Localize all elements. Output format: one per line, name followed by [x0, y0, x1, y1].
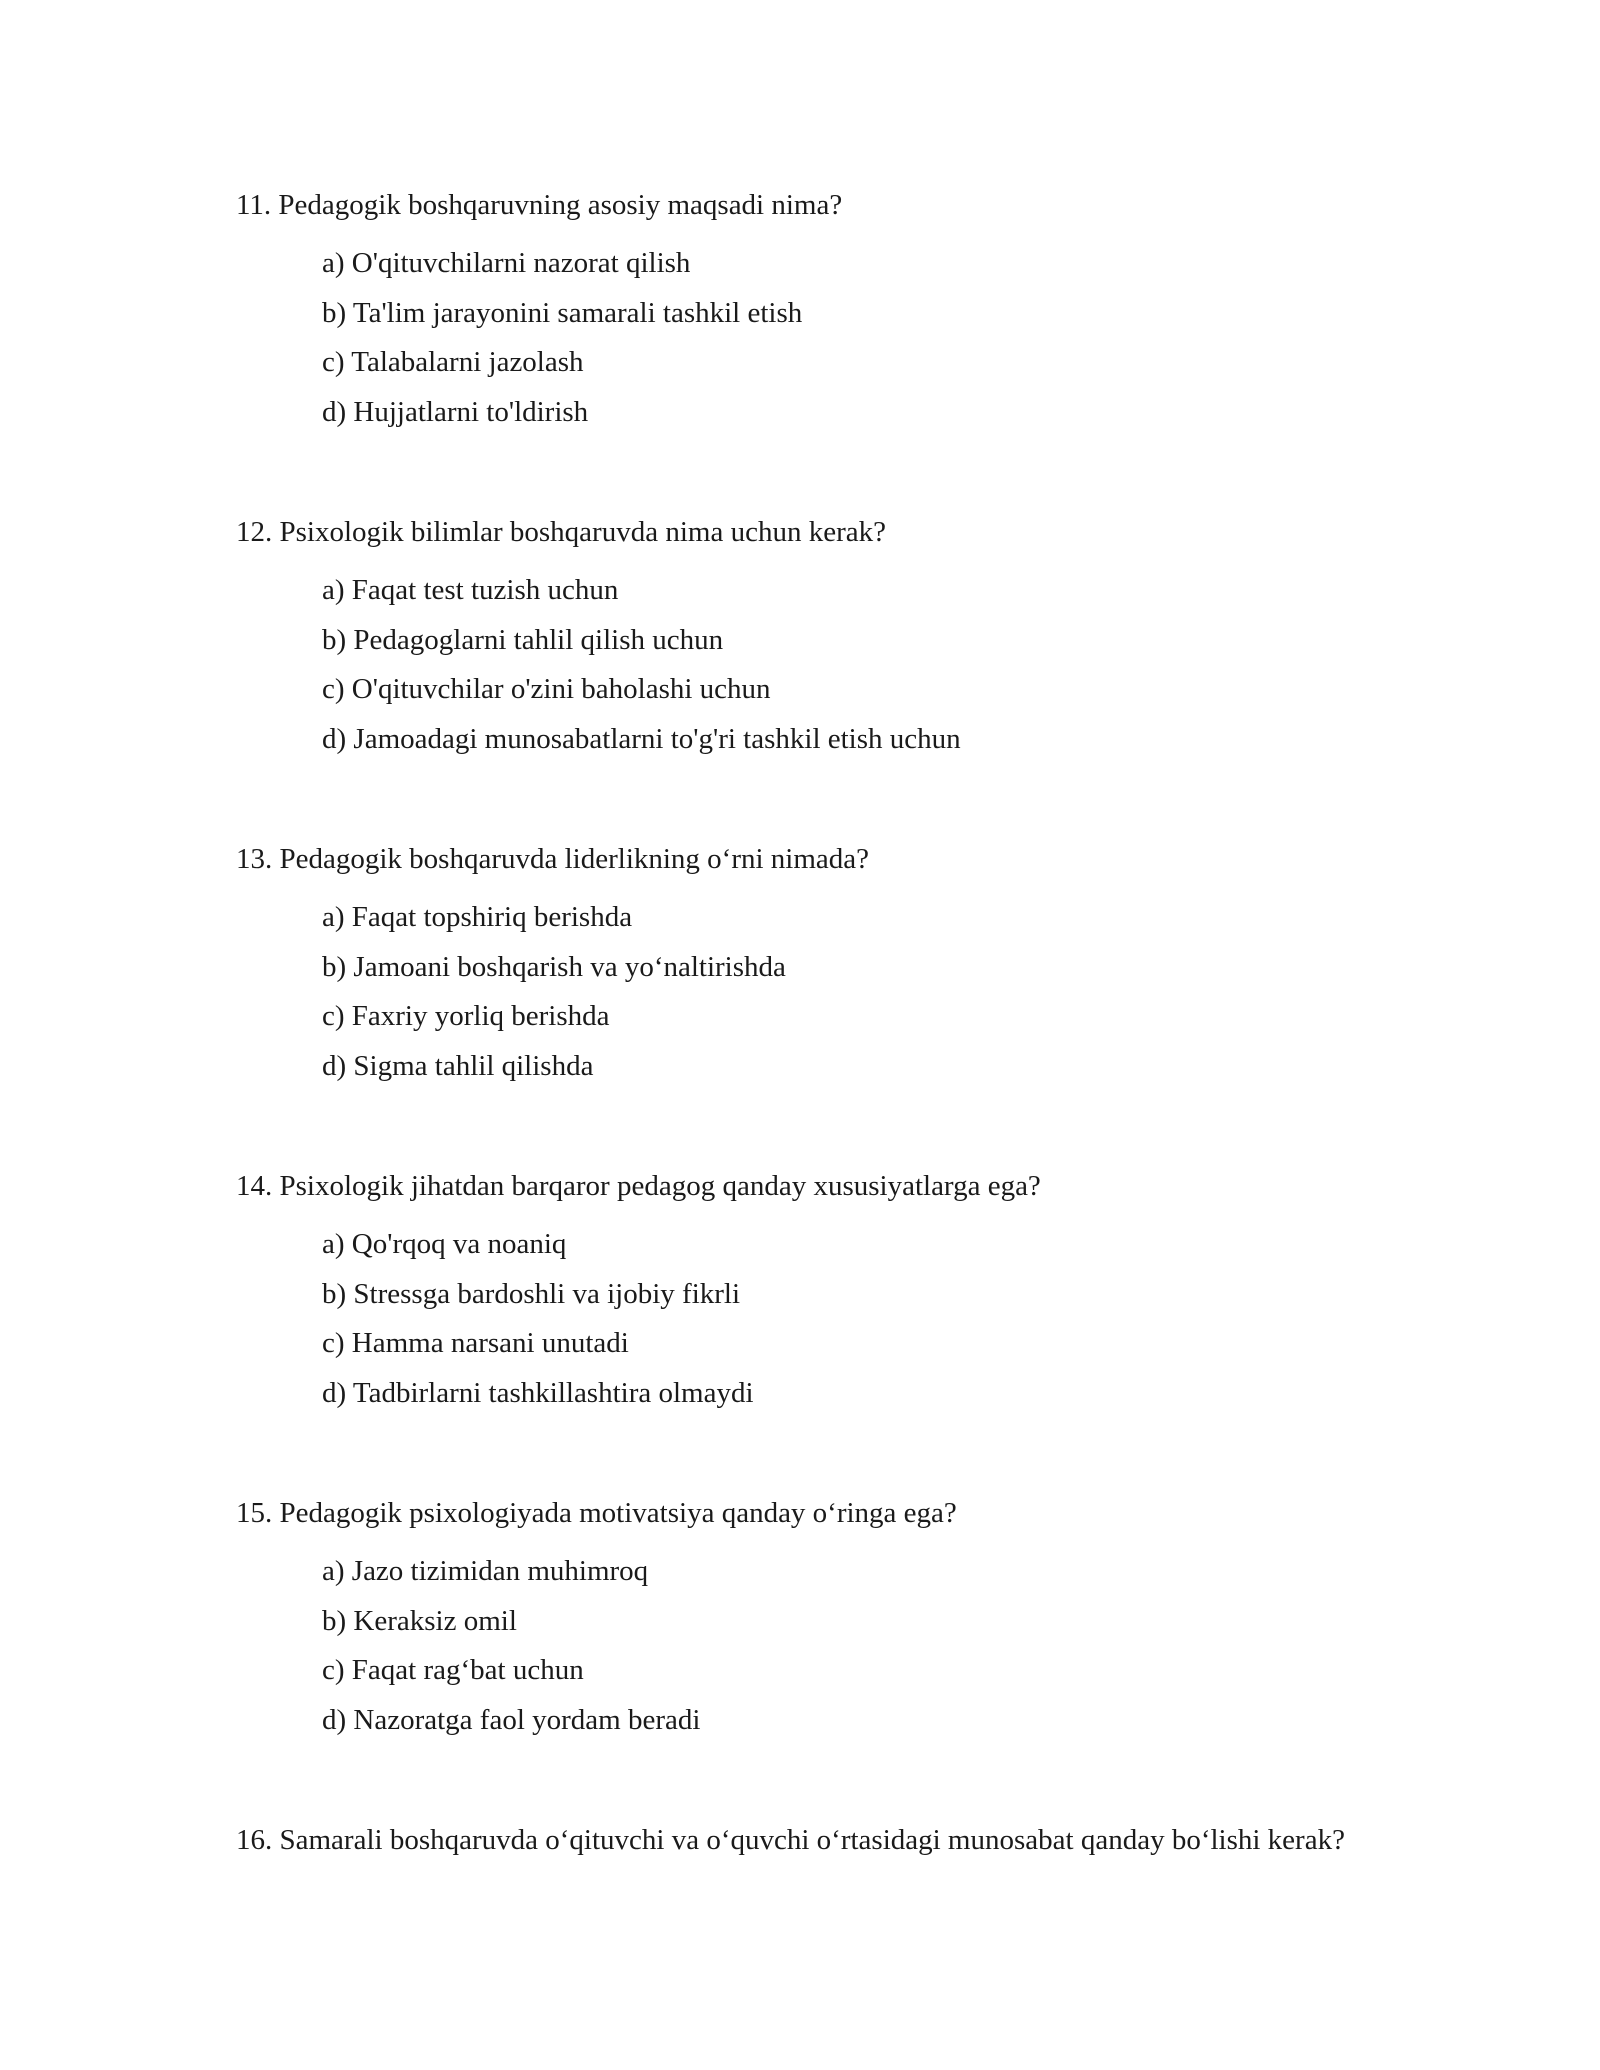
- answer-option-b: b) Stressga bardoshli va ijobiy fikrli: [322, 1277, 741, 1310]
- answer-option-c: c) Talabalarni jazolash: [322, 346, 584, 378]
- question-text: 13. Pedagogik boshqaruvda liderlikning o‘rni nimada?: [236, 843, 870, 875]
- question-15: [236, 1493, 1376, 1745]
- answer-option-b: b) Pedagoglarni tahlil qilish uchun: [322, 623, 724, 656]
- answer-option-a: a) O'qituvchilarni nazorat qilish: [322, 247, 691, 279]
- question-text: 12. Psixologik bilimlar boshqaruvda nima uchun kerak?: [236, 516, 886, 548]
- answer-option-c: c) O'qituvchilar o'zini baholashi uchun: [322, 673, 771, 705]
- answer-options: [236, 1220, 1376, 1418]
- answer-options: [236, 1547, 1376, 1745]
- answer-option-d: d) Jamoadagi munosabatlarni to'g'ri tashkil etish uchun: [322, 722, 961, 755]
- answer-option-b: b) Jamoani boshqarish va yo‘naltirishda: [322, 950, 786, 983]
- answer-option-c: c) Faxriy yorliq berishda: [322, 1000, 610, 1032]
- answer-option-a: a) Jazo tizimidan muhimroq: [322, 1555, 649, 1587]
- question-14: [236, 1166, 1376, 1418]
- answer-options: [236, 566, 1376, 764]
- answer-option-d: d) Sigma tahlil qilishda: [322, 1049, 594, 1082]
- answer-options: [236, 239, 1376, 437]
- answer-option-c: c) Hamma narsani unutadi: [322, 1327, 629, 1359]
- answer-option-a: a) Qo'rqoq va noaniq: [322, 1228, 567, 1260]
- question-text: 14. Psixologik jihatdan barqaror pedagog qanday xususiyatlarga ega?: [236, 1170, 1041, 1202]
- answer-options: [236, 893, 1376, 1091]
- question-text: 15. Pedagogik psixologiyada motivatsiya qanday o‘ringa ega?: [236, 1497, 957, 1529]
- question-16: [236, 1820, 1376, 1860]
- answer-option-c: c) Faqat rag‘bat uchun: [322, 1654, 584, 1686]
- answer-option-a: a) Faqat topshiriq berishda: [322, 901, 633, 933]
- answer-option-d: d) Hujjatlarni to'ldirish: [322, 395, 589, 428]
- answer-option-b: b) Ta'lim jarayonini samarali tashkil etish: [322, 296, 803, 329]
- question-list: [236, 185, 1376, 1935]
- answer-option-a: a) Faqat test tuzish uchun: [322, 574, 619, 606]
- question-12: [236, 512, 1376, 764]
- question-text: 16. Samarali boshqaruvda o‘qituvchi va o‘quvchi o‘rtasidagi munosabat qanday bo‘lishi kerak?: [236, 1824, 1345, 1856]
- answer-option-b: b) Keraksiz omil: [322, 1604, 517, 1637]
- answer-option-d: d) Tadbirlarni tashkillashtira olmaydi: [322, 1376, 754, 1409]
- question-13: [236, 839, 1376, 1091]
- question-11: [236, 185, 1376, 437]
- answer-option-d: d) Nazoratga faol yordam beradi: [322, 1703, 701, 1736]
- question-text: 11. Pedagogik boshqaruvning asosiy maqsadi nima?: [236, 189, 843, 221]
